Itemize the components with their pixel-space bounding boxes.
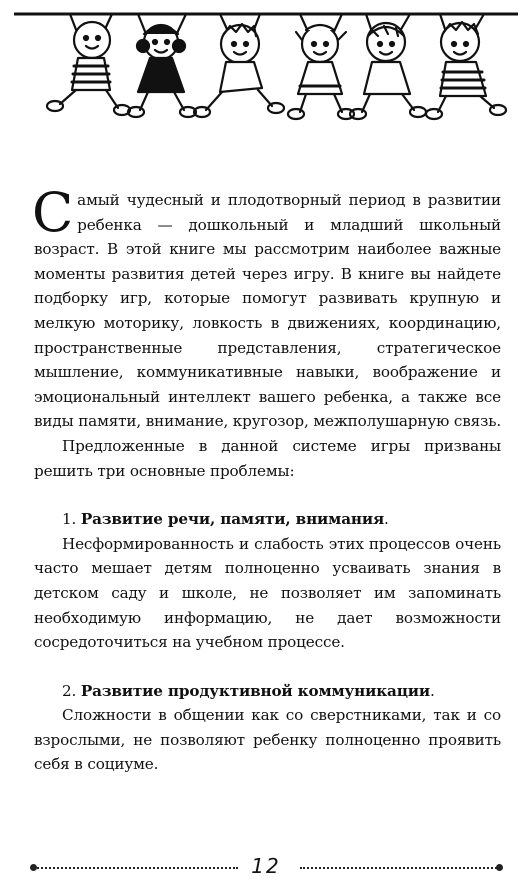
page-number: 12: [251, 854, 281, 878]
dropcap-letter: С: [32, 181, 74, 244]
problem-1-text: Несформированность и слабость этих процессов очень часто мешает детям полноценно усваивать знания в детском саду и школе, не позволяет им запоминать необходимую информацию, не дает возможности сосредоточиться на учебном процессе.: [34, 534, 501, 652]
footer-dot-right-icon: [496, 864, 503, 871]
footer-divider-left: [34, 867, 238, 869]
problem-2-heading: 2. Развитие продуктивной коммуникации.: [62, 681, 435, 700]
hanging-children-illustration: [0, 0, 532, 130]
footer-divider-right: [300, 867, 500, 869]
problem-1-heading: 1. Развитие речи, памяти, внимания.: [62, 510, 389, 529]
kid-6-icon: [426, 14, 506, 119]
intro-paragraph: Самый чудесный и плодотворный период в развитии ребенка — дошкольный и младший школьный возраст. В этой книге мы рассмотрим наиболее важные моменты развития детей через игру. В книге вы найдете подборку игр, которые помогут развивать крупную и мелкую моторику, ловкость в движениях, координацию, пространственные представления, стратегическое мышление, коммуникативные навыки, воображение и эмоциональный интеллект вашего ребенка, а также все виды памяти, внимание, кругозор, межполушарную связь.: [32, 181, 501, 431]
kid-5-icon: [350, 14, 426, 119]
body-text: [32, 181, 501, 777]
kid-4-icon: [288, 14, 354, 119]
problem-2-text: Сложности в общении как со сверстниками, так и со взрослыми, не позволяют ребенку полноценно проявить себя в социуме.: [34, 706, 501, 774]
kid-1-icon: [47, 14, 130, 115]
kid-2-icon: [128, 14, 196, 117]
problems-intro-paragraph: Предложенные в данной системе игры призваны решить три основные проблемы:: [34, 436, 501, 480]
kid-3-icon: [194, 14, 284, 117]
page-footer: [0, 856, 532, 882]
